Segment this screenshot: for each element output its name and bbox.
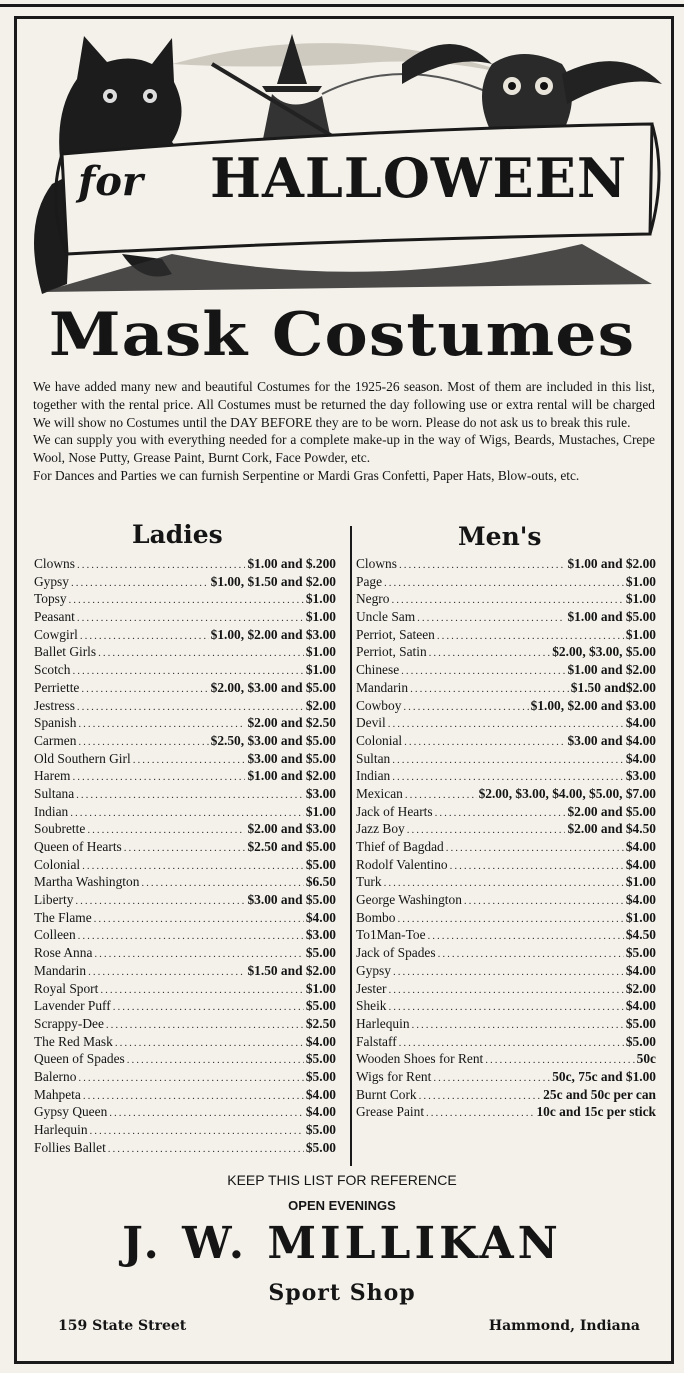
costume-name: Wooden Shoes for Rent xyxy=(356,1051,484,1067)
dot-leader xyxy=(437,630,624,642)
costume-name: Queen of Hearts xyxy=(34,839,122,854)
costume-price: $1.00 xyxy=(305,803,336,819)
dot-leader xyxy=(450,860,624,872)
price-list-row xyxy=(356,715,656,733)
price-list-row xyxy=(34,751,336,769)
costume-name: Martha Washington xyxy=(34,874,140,890)
dot-leader xyxy=(115,1037,304,1049)
costume-price: $4.00 xyxy=(625,998,656,1014)
costume-name: Clowns xyxy=(356,556,397,571)
costume-name: Clowns xyxy=(34,556,75,571)
price-list-row xyxy=(356,680,656,698)
price-list-row xyxy=(356,609,656,627)
costume-name: The Red Mask xyxy=(34,1033,113,1049)
costume-name: Jack of Spades xyxy=(356,945,436,961)
dot-leader xyxy=(82,860,304,872)
dot-leader xyxy=(78,1072,303,1084)
costume-price: $1.00, $2.00 and $3.00 xyxy=(530,697,656,713)
costume-price: $2.00 and $3.00 xyxy=(247,821,336,837)
costume-price: $1.00 xyxy=(625,573,656,589)
dot-leader xyxy=(81,683,208,695)
banner-for-word: for xyxy=(78,158,143,205)
costume-name: Burnt Cork xyxy=(356,1086,417,1102)
costume-price: $4.00 xyxy=(625,962,656,978)
costume-name: Spanish xyxy=(34,715,77,731)
price-list-row xyxy=(34,1069,336,1087)
costume-price: $1.00, $2.00 and $3.00 xyxy=(210,626,336,642)
costume-price: $1.00 xyxy=(305,609,336,625)
dot-leader xyxy=(94,948,303,960)
price-list-row xyxy=(356,892,656,910)
costume-price: $1.00 and $5.00 xyxy=(567,609,656,625)
costume-name: To1Man-Toe xyxy=(356,927,426,943)
price-list-row xyxy=(34,1034,336,1052)
costume-price: $4.00 xyxy=(305,1104,336,1120)
price-list-row xyxy=(34,715,336,733)
price-list-row xyxy=(34,839,336,857)
top-rule xyxy=(0,4,684,7)
dot-leader xyxy=(78,930,304,942)
costume-price: $5.00 xyxy=(305,1051,336,1067)
costume-name: Perriot, Satin xyxy=(356,644,427,660)
costume-price: $3.00 and $5.00 xyxy=(247,892,336,908)
price-list-row xyxy=(356,857,656,875)
dot-leader xyxy=(113,1001,304,1013)
costume-name: Jazz Boy xyxy=(356,821,405,837)
dot-leader xyxy=(87,824,245,836)
dot-leader xyxy=(78,736,208,748)
costume-price: $1.00 and $2.00 xyxy=(247,768,336,784)
costume-price: $1.00 xyxy=(625,909,656,925)
dot-leader xyxy=(393,966,624,978)
costume-name: Colonial xyxy=(356,732,403,748)
dot-leader xyxy=(399,559,566,571)
costume-name: Harlequin xyxy=(356,1015,410,1031)
costume-name: Queen of Spades xyxy=(34,1051,125,1067)
costume-name: Soubrette xyxy=(34,821,86,837)
costume-price: $1.00, $1.50 and $2.00 xyxy=(210,573,336,589)
costume-name: Jack of Hearts xyxy=(356,803,433,819)
costume-name: Rodolf Valentino xyxy=(356,856,448,872)
costume-price: $1.50 and$2.00 xyxy=(570,679,656,695)
costume-name: Carmen xyxy=(34,732,77,748)
price-list-row xyxy=(356,1034,656,1052)
price-list-row xyxy=(34,574,336,592)
price-list-row xyxy=(34,857,336,875)
dot-leader xyxy=(76,789,304,801)
costume-name: Mandarin xyxy=(34,962,87,978)
costume-price: 50c, 75c and $1.00 xyxy=(552,1068,656,1084)
dot-leader xyxy=(71,577,209,589)
price-list-row xyxy=(34,591,336,609)
costume-name: Perriette xyxy=(34,679,80,695)
costume-price: $2.00 and $4.50 xyxy=(567,821,656,837)
dot-leader xyxy=(108,1143,304,1155)
costume-name: Ballet Girls xyxy=(34,644,97,660)
price-list-row xyxy=(356,751,656,769)
costume-name: Sultan xyxy=(356,750,391,766)
costume-name: Mandarin xyxy=(356,679,409,695)
owl-icon xyxy=(402,44,662,134)
costume-name: Wigs for Rent xyxy=(356,1068,432,1084)
costume-name: Page xyxy=(356,573,383,589)
mens-price-list xyxy=(356,556,656,1122)
costume-name: Indian xyxy=(356,768,391,784)
price-list-row xyxy=(356,733,656,751)
dot-leader xyxy=(405,789,477,801)
costume-price: $2.50, $3.00 and $5.00 xyxy=(210,732,336,748)
costume-name: Falstaff xyxy=(356,1033,397,1049)
costume-price: $2.00 xyxy=(305,697,336,713)
costume-price: $4.00 xyxy=(625,892,656,908)
dot-leader xyxy=(109,1107,304,1119)
dot-leader xyxy=(133,754,246,766)
dot-leader xyxy=(419,1090,542,1102)
costume-name: Topsy xyxy=(34,591,67,607)
costume-name: Royal Sport xyxy=(34,980,99,996)
costume-name: Scrappy-Dee xyxy=(34,1015,104,1031)
price-list-row xyxy=(34,644,336,662)
dot-leader xyxy=(410,683,569,695)
intro-paragraph: We have added many new and beautiful Costumes for the 1925-26 season. Most of them are included in this list, together with the rental price. All Costumes must be returned the day following use or extra rental will be charged We will show no Costumes until the DAY BEFORE they are to be worn. Please do not ask us to break this rule. xyxy=(33,379,655,430)
keep-list-note: KEEP THIS LIST FOR REFERENCE xyxy=(227,1172,457,1188)
price-list-row xyxy=(34,998,336,1016)
dot-leader xyxy=(384,577,624,589)
costume-price: $6.50 xyxy=(305,874,336,890)
price-list-row xyxy=(356,981,656,999)
ladies-heading: Ladies xyxy=(132,520,223,549)
costume-price: 10c and 15c per stick xyxy=(536,1104,656,1120)
costume-price: $1.00 xyxy=(625,626,656,642)
dot-leader xyxy=(70,807,304,819)
costume-price: $1.50 and $2.00 xyxy=(247,962,336,978)
ladies-price-list xyxy=(34,556,336,1157)
costume-price: $2.50 xyxy=(305,1015,336,1031)
costume-price: $1.00 xyxy=(305,644,336,660)
price-list-row xyxy=(34,627,336,645)
price-list-row xyxy=(356,874,656,892)
price-list-row xyxy=(356,910,656,928)
price-list-row xyxy=(34,821,336,839)
price-list-row xyxy=(356,556,656,574)
costume-name: Devil xyxy=(356,715,386,731)
costume-name: Turk xyxy=(356,874,382,890)
dot-leader xyxy=(435,807,566,819)
costume-price: $4.00 xyxy=(625,750,656,766)
intro-paragraph: For Dances and Parties we can furnish Serpentine or Mardi Gras Confetti, Paper Hats, Blow-outs, etc. xyxy=(33,467,580,483)
dot-leader xyxy=(77,559,246,571)
costume-price: $4.00 xyxy=(625,856,656,872)
price-list-row xyxy=(356,1051,656,1069)
price-list-row xyxy=(34,945,336,963)
costume-price: $1.00 xyxy=(625,591,656,607)
dot-leader xyxy=(69,594,304,606)
price-list-row xyxy=(356,627,656,645)
costume-name: Jester xyxy=(356,980,387,996)
headline: Mask Costumes xyxy=(48,300,636,370)
dot-leader xyxy=(106,1019,304,1031)
price-list-row xyxy=(34,698,336,716)
dot-leader xyxy=(75,895,245,907)
costume-price: $5.00 xyxy=(625,945,656,961)
costume-price: $5.00 xyxy=(625,1015,656,1031)
dot-leader xyxy=(464,895,624,907)
dot-leader xyxy=(72,665,303,677)
costume-name: Harlequin xyxy=(34,1122,88,1137)
dot-leader xyxy=(98,647,304,659)
costume-price: $3.00 xyxy=(305,927,336,943)
price-list-row xyxy=(34,1087,336,1105)
price-list-row xyxy=(34,804,336,822)
dot-leader xyxy=(404,736,565,748)
costume-name: Sheik xyxy=(356,998,387,1014)
dot-leader xyxy=(428,930,624,942)
costume-name: Peasant xyxy=(34,609,75,625)
price-list-row xyxy=(356,804,656,822)
dot-leader xyxy=(94,913,304,925)
costume-price: $2.00, $3.00, $4.00, $5.00, $7.00 xyxy=(478,785,656,801)
dot-leader xyxy=(77,701,304,713)
costume-price: $5.00 xyxy=(305,998,336,1014)
dot-leader xyxy=(438,948,624,960)
costume-price: $1.00 xyxy=(305,591,336,607)
dot-leader xyxy=(417,612,565,624)
dot-leader xyxy=(429,647,551,659)
costume-name: Chinese xyxy=(356,662,400,678)
costume-price: $3.00 and $4.00 xyxy=(567,732,656,748)
price-list-row xyxy=(34,1016,336,1034)
costume-name: Rose Anna xyxy=(34,945,93,961)
price-list-row xyxy=(34,874,336,892)
price-list-row xyxy=(34,927,336,945)
costume-name: Indian xyxy=(34,803,69,819)
costume-price: $4.00 xyxy=(625,715,656,731)
costume-price: $4.00 xyxy=(305,909,336,925)
price-list-row xyxy=(356,1104,656,1122)
price-list-row xyxy=(34,556,336,574)
costume-price: $3.00 xyxy=(625,768,656,784)
dot-leader xyxy=(392,754,624,766)
price-list-row xyxy=(356,945,656,963)
dot-leader xyxy=(100,984,304,996)
costume-price: $5.00 xyxy=(305,1068,336,1084)
dot-leader xyxy=(83,1090,304,1102)
price-list-row xyxy=(356,998,656,1016)
dot-leader xyxy=(391,594,623,606)
price-list-row xyxy=(34,1051,336,1069)
dot-leader xyxy=(80,630,209,642)
costume-name: Harem xyxy=(34,768,71,784)
costume-name: Colonial xyxy=(34,856,81,872)
costume-name: Gypsy xyxy=(356,962,391,978)
costume-name: Liberty xyxy=(34,892,74,908)
costume-price: $2.50 and $5.00 xyxy=(247,839,336,854)
costume-price: $1.00 and $2.00 xyxy=(567,662,656,678)
costume-name: Colleen xyxy=(34,927,76,943)
costume-name: Thief of Bagdad xyxy=(356,839,444,854)
dot-leader xyxy=(77,612,304,624)
costume-name: Scotch xyxy=(34,662,71,678)
costume-name: Gypsy Queen xyxy=(34,1104,108,1120)
costume-name: Gypsy xyxy=(34,573,69,589)
price-list-row xyxy=(356,927,656,945)
costume-name: Lavender Puff xyxy=(34,998,111,1014)
costume-name: Perriot, Sateen xyxy=(356,626,435,642)
costume-price: $1.00 and $2.00 xyxy=(567,556,656,571)
column-divider xyxy=(350,526,352,1166)
dot-leader xyxy=(384,877,624,889)
dot-leader xyxy=(399,1037,624,1049)
costume-price: $4.00 xyxy=(305,1086,336,1102)
street-address: 159 State Street xyxy=(58,1318,187,1334)
price-list-row xyxy=(34,662,336,680)
store-name: J. W. MILLIKAN xyxy=(122,1218,562,1269)
costume-price: $2.00 xyxy=(625,980,656,996)
banner-halloween-word: HALLOWEEN xyxy=(210,146,628,210)
price-list-row xyxy=(34,680,336,698)
costume-name: Jestress xyxy=(34,697,75,713)
costume-price: $2.00, $3.00, $5.00 xyxy=(552,644,656,660)
costume-name: Follies Ballet xyxy=(34,1139,106,1155)
price-list-row xyxy=(356,698,656,716)
price-list-row xyxy=(34,733,336,751)
dot-leader xyxy=(141,877,303,889)
costume-price: $2.00 and $2.50 xyxy=(247,715,336,731)
mens-heading: Men's xyxy=(458,522,542,551)
dot-leader xyxy=(412,1019,624,1031)
costume-price: $5.00 xyxy=(305,856,336,872)
costume-name: Grease Paint xyxy=(356,1104,425,1120)
costume-price: $1.00 xyxy=(625,874,656,890)
costume-name: Bombo xyxy=(356,909,396,925)
banner-title xyxy=(70,132,630,232)
dot-leader xyxy=(389,1001,624,1013)
costume-name: Balerno xyxy=(34,1068,77,1084)
dot-leader xyxy=(433,1072,550,1084)
dot-leader xyxy=(401,665,565,677)
costume-name: Mahpeta xyxy=(34,1086,81,1102)
price-list-row xyxy=(356,662,656,680)
costume-name: The Flame xyxy=(34,909,92,925)
price-list-row xyxy=(356,786,656,804)
open-evenings-note: OPEN EVENINGS xyxy=(288,1198,396,1213)
costume-price: 50c xyxy=(636,1051,656,1067)
price-list-row xyxy=(356,821,656,839)
costume-price: $5.00 xyxy=(305,1122,336,1137)
costume-name: Cowgirl xyxy=(34,626,78,642)
dot-leader xyxy=(127,1054,304,1066)
price-list-row xyxy=(356,839,656,857)
dot-leader xyxy=(124,842,246,854)
dot-leader xyxy=(88,966,245,978)
costume-price: $2.00 and $5.00 xyxy=(567,803,656,819)
dot-leader xyxy=(90,1125,304,1137)
dot-leader xyxy=(485,1054,634,1066)
costume-name: Sultana xyxy=(34,785,75,801)
costume-price: $3.00 xyxy=(305,785,336,801)
price-list-row xyxy=(356,963,656,981)
costume-price: $1.00 xyxy=(305,980,336,996)
price-list-row xyxy=(356,591,656,609)
price-list-row xyxy=(34,786,336,804)
price-list-row xyxy=(34,1122,336,1140)
price-list-row xyxy=(34,609,336,627)
costume-price: $4.00 xyxy=(625,839,656,854)
costume-price: 25c and 50c per can xyxy=(543,1086,656,1102)
price-list-row xyxy=(356,768,656,786)
costume-price: $4.50 xyxy=(625,927,656,943)
costume-price: $4.00 xyxy=(305,1033,336,1049)
price-list-row xyxy=(356,1069,656,1087)
costume-price: $1.00 and $.200 xyxy=(247,556,336,571)
dot-leader xyxy=(392,771,624,783)
price-list-row xyxy=(356,644,656,662)
costume-name: Uncle Sam xyxy=(356,609,416,625)
dot-leader xyxy=(78,718,245,730)
dot-leader xyxy=(403,701,528,713)
price-list-row xyxy=(34,892,336,910)
costume-name: Negro xyxy=(356,591,390,607)
costume-price: $5.00 xyxy=(625,1033,656,1049)
costume-name: Mexican xyxy=(356,785,403,801)
costume-price: $2.00, $3.00 and $5.00 xyxy=(210,679,336,695)
dot-leader xyxy=(397,913,623,925)
costume-price: $5.00 xyxy=(305,945,336,961)
dot-leader xyxy=(388,718,624,730)
costume-name: Cowboy xyxy=(356,697,402,713)
dot-leader xyxy=(72,771,245,783)
city-address: Hammond, Indiana xyxy=(488,1318,640,1334)
intro-text xyxy=(33,378,655,485)
price-list-row xyxy=(356,1016,656,1034)
dot-leader xyxy=(426,1107,534,1119)
costume-name: George Washington xyxy=(356,892,462,908)
store-type: Sport Shop xyxy=(268,1280,416,1306)
price-list-row xyxy=(34,981,336,999)
dot-leader xyxy=(407,824,566,836)
price-list-row xyxy=(34,1140,336,1158)
price-list-row xyxy=(356,1087,656,1105)
price-list-row xyxy=(34,1104,336,1122)
price-list-row xyxy=(356,574,656,592)
costume-price: $1.00 xyxy=(305,662,336,678)
costume-price: $5.00 xyxy=(305,1139,336,1155)
dot-leader xyxy=(389,984,624,996)
intro-paragraph: We can supply you with everything needed for a complete make-up in the way of Wigs, Beards, Mustaches, Crepe Wool, Nose Putty, Grease Paint, Burnt Cork, Face Powder, etc. xyxy=(33,432,655,466)
dot-leader xyxy=(446,842,624,854)
price-list-row xyxy=(34,768,336,786)
costume-price: $3.00 and $5.00 xyxy=(247,750,336,766)
price-list-row xyxy=(34,963,336,981)
price-list-row xyxy=(34,910,336,928)
costume-name: Old Southern Girl xyxy=(34,750,131,766)
